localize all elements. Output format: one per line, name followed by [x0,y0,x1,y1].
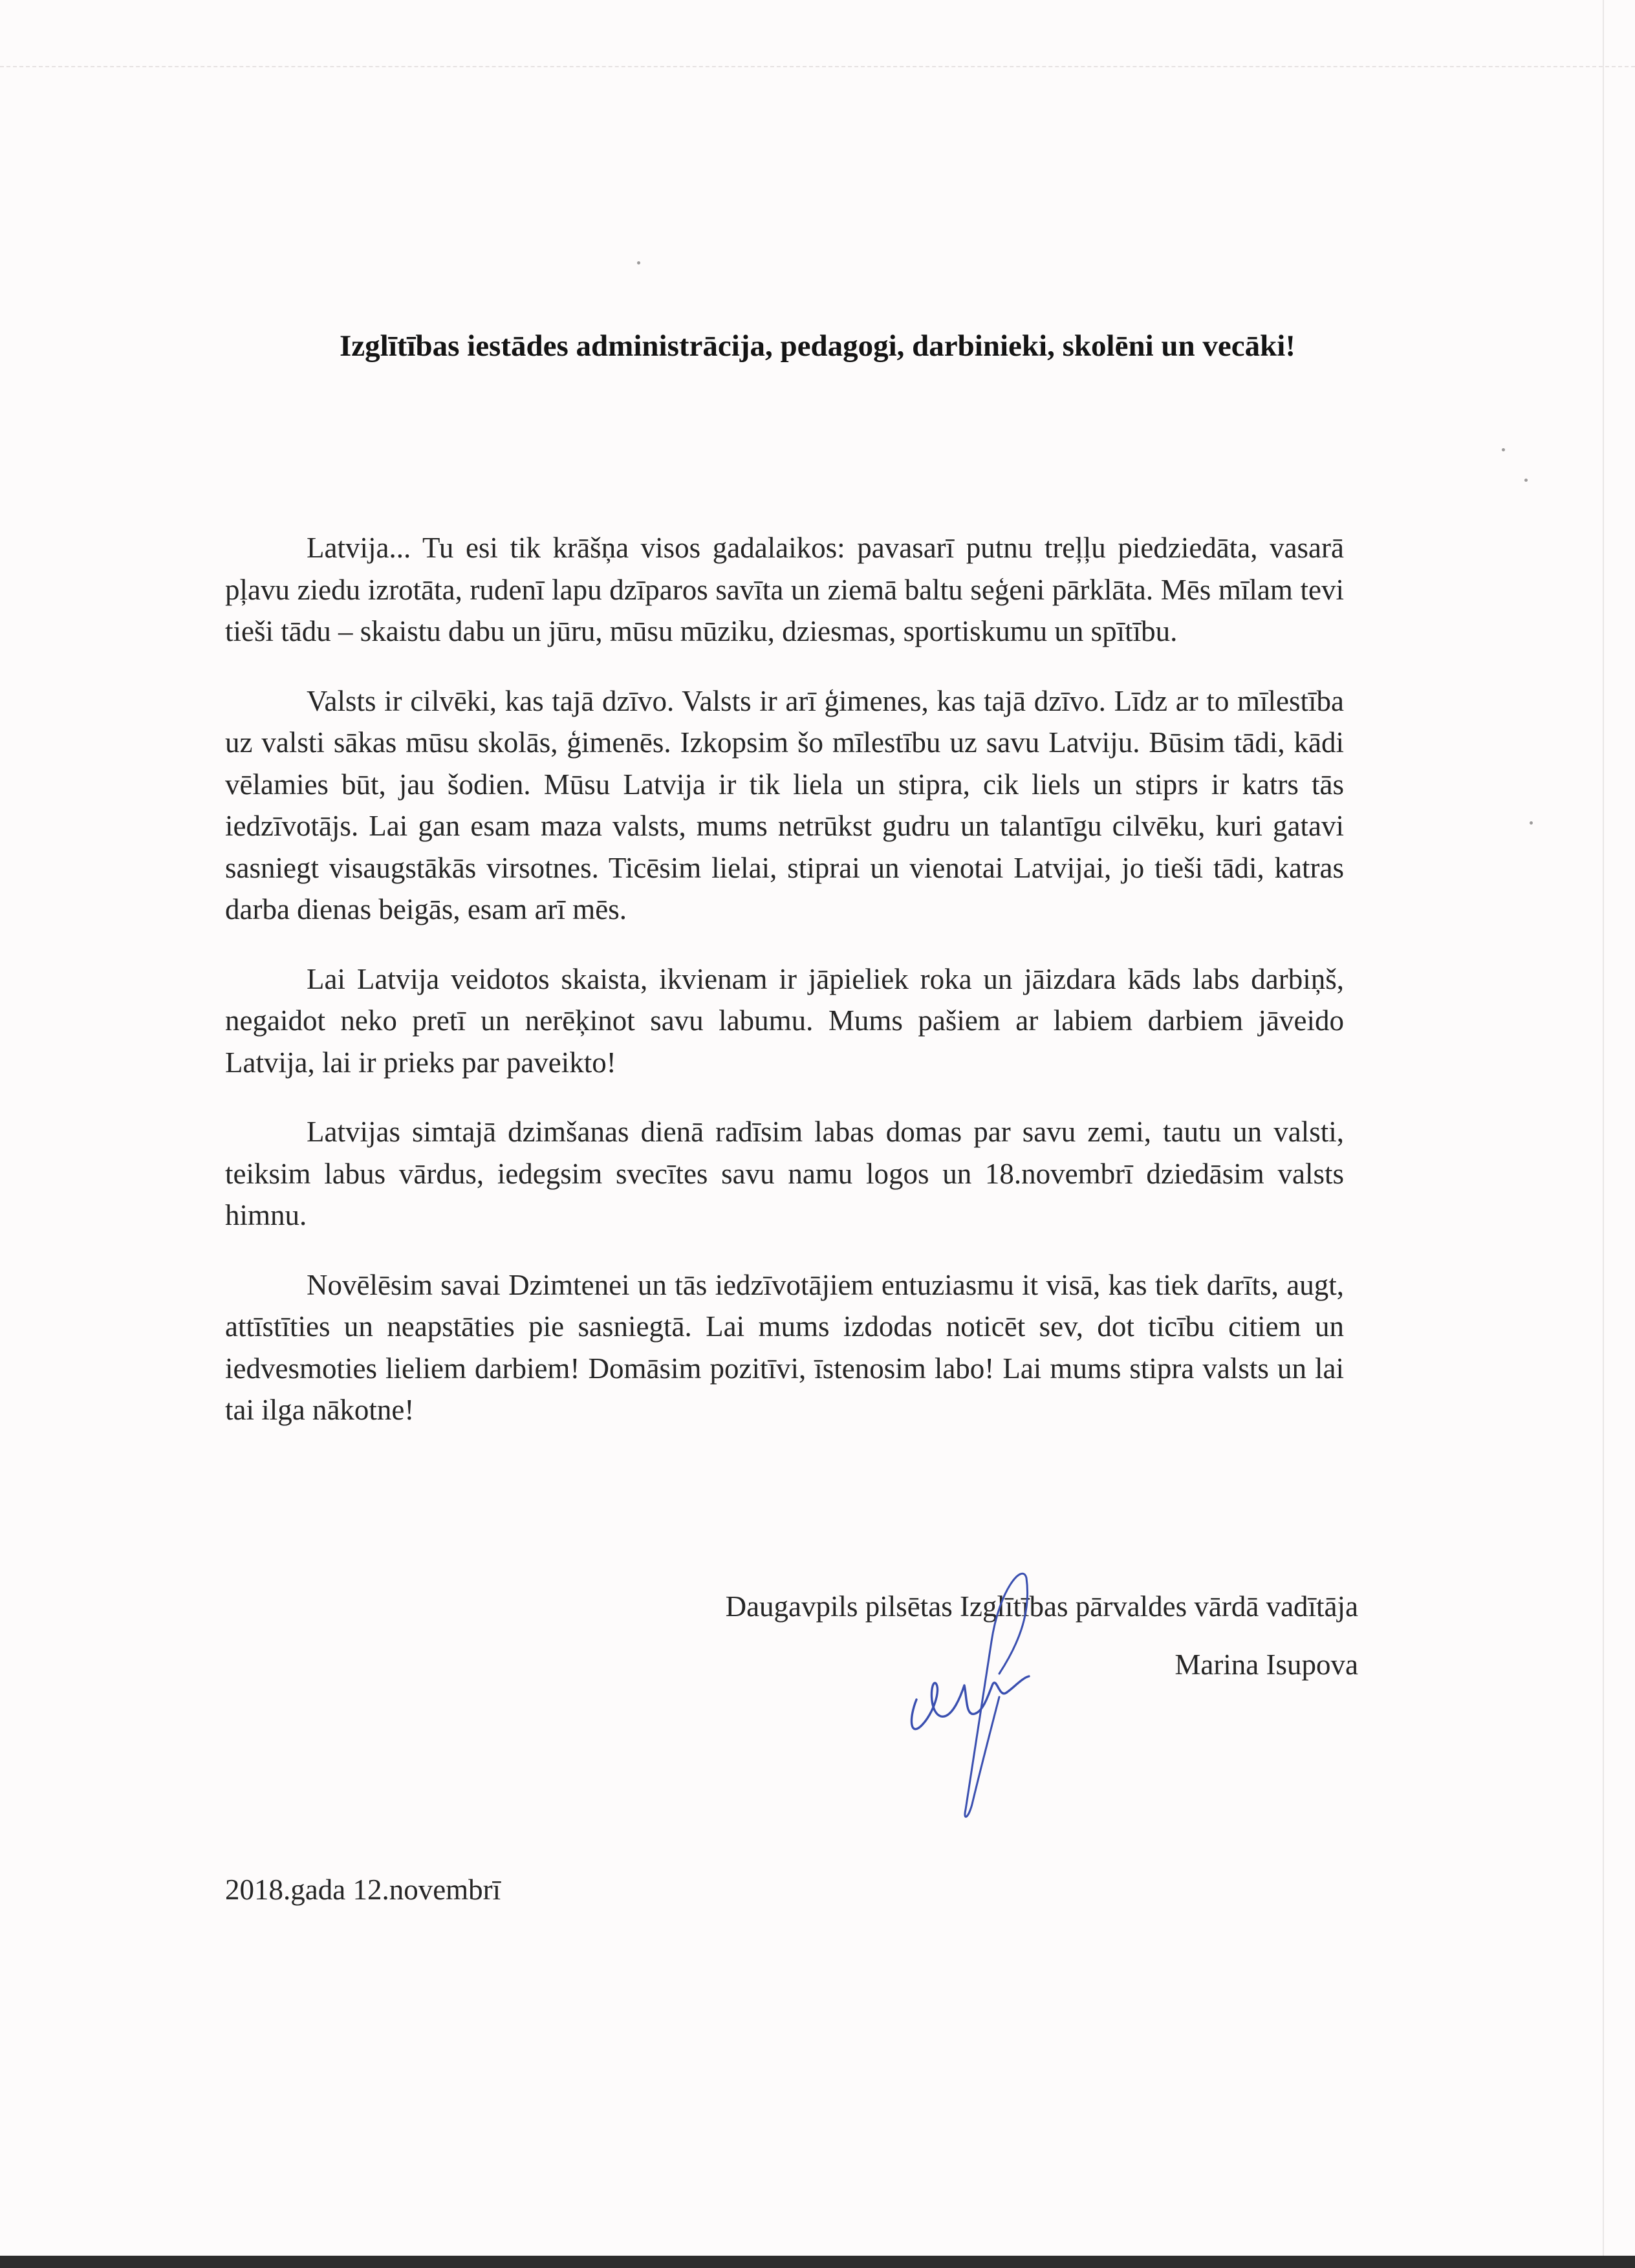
scan-edge-right [1603,0,1604,2268]
letter-date: 2018.gada 12.novembrī [225,1874,501,1906]
paragraph-3: Lai Latvija veidotos skaista, ikvienam ir jāpieliek roka un jāizdara kāds labs darbiņš, negaidot neko pretī un nerēķinot savu labumu. Mums pašiem ar labiem darbiem jāveido Latvija, lai ir prieks par paveikto! [225,962,1344,1079]
scan-speck [1502,448,1505,451]
paragraph-2: Valsts ir cilvēki, kas tajā dzīvo. Valsts ir arī ģimenes, kas tajā dzīvo. Līdz ar to mīlestība uz valsti sākas mūsu skolās, ģimenēs. Izkopsim šo mīlestību uz savu Latviju. Būsim tādi, kādi vēlamies būt, jau šodien. Mūsu Latvija ir tik liela un stipra, cik liels un stiprs ir katrs tās iedzīvotājs. Lai gan esam maza valsts, mums netrūkst gudru un talantīgu cilvēku, kuri gatavi sasniegt visaugstākās virsotnes. Ticēsim lielai, stiprai un vienotai Latvijai, jo tieši tādi, katras darba dienas beigās, esam arī mēs. [225,684,1344,925]
paragraph-4: Latvijas simtajā dzimšanas dienā radīsim labas domas par savu zemi, tautu un valsti, teiksim labus vārdus, iedegsim svecītes savu namu logos un 18.novembrī dziedāsim valsts himnu. [225,1116,1344,1231]
scan-edge-top [0,66,1635,67]
signature-stroke [965,1573,1028,1817]
handwritten-signature [902,1564,1032,1822]
letter-heading: Izglītības iestādes administrācija, pedagogi, darbinieki, skolēni un vecāki! [339,329,1296,363]
scan-speck [637,261,640,265]
signer-title: Daugavpils pilsētas Izglītības pārvaldes vārdā vadītāja [725,1590,1358,1623]
paragraph-5: Novēlēsim savai Dzimtenei un tās iedzīvotājiem entuziasmu it visā, kas tiek darīts, augt, attīstīties un neapstāties pie sasniegtā. Lai mums izdodas noticēt sev, dot ticību citiem un iedvesmoties lieliem darbiem! Domāsim pozitīvi, īstenosim labo! Lai mums stipra valsts un lai tai ilga nākotne! [225,1268,1344,1426]
letter-body [225,527,1344,1459]
paragraph-1: Latvija... Tu esi tik krāšņa visos gadalaikos: pavasarī putnu treļļu piedziedāta, vasarā pļavu ziedu izrotāta, rudenī lapu dzīparos savīta un ziemā baltu seģeni pārklāta. Mēs mīlam tevi tieši tādu – skaistu dabu un jūru, mūsu mūziku, dziesmas, sportiskumu un spītību. [225,532,1344,647]
scan-speck [1530,821,1533,825]
signature-stroke [911,1676,1029,1729]
scan-edge-bottom [0,2256,1635,2268]
scan-speck [1524,479,1528,482]
signer-name: Marina Isupova [1175,1648,1358,1681]
